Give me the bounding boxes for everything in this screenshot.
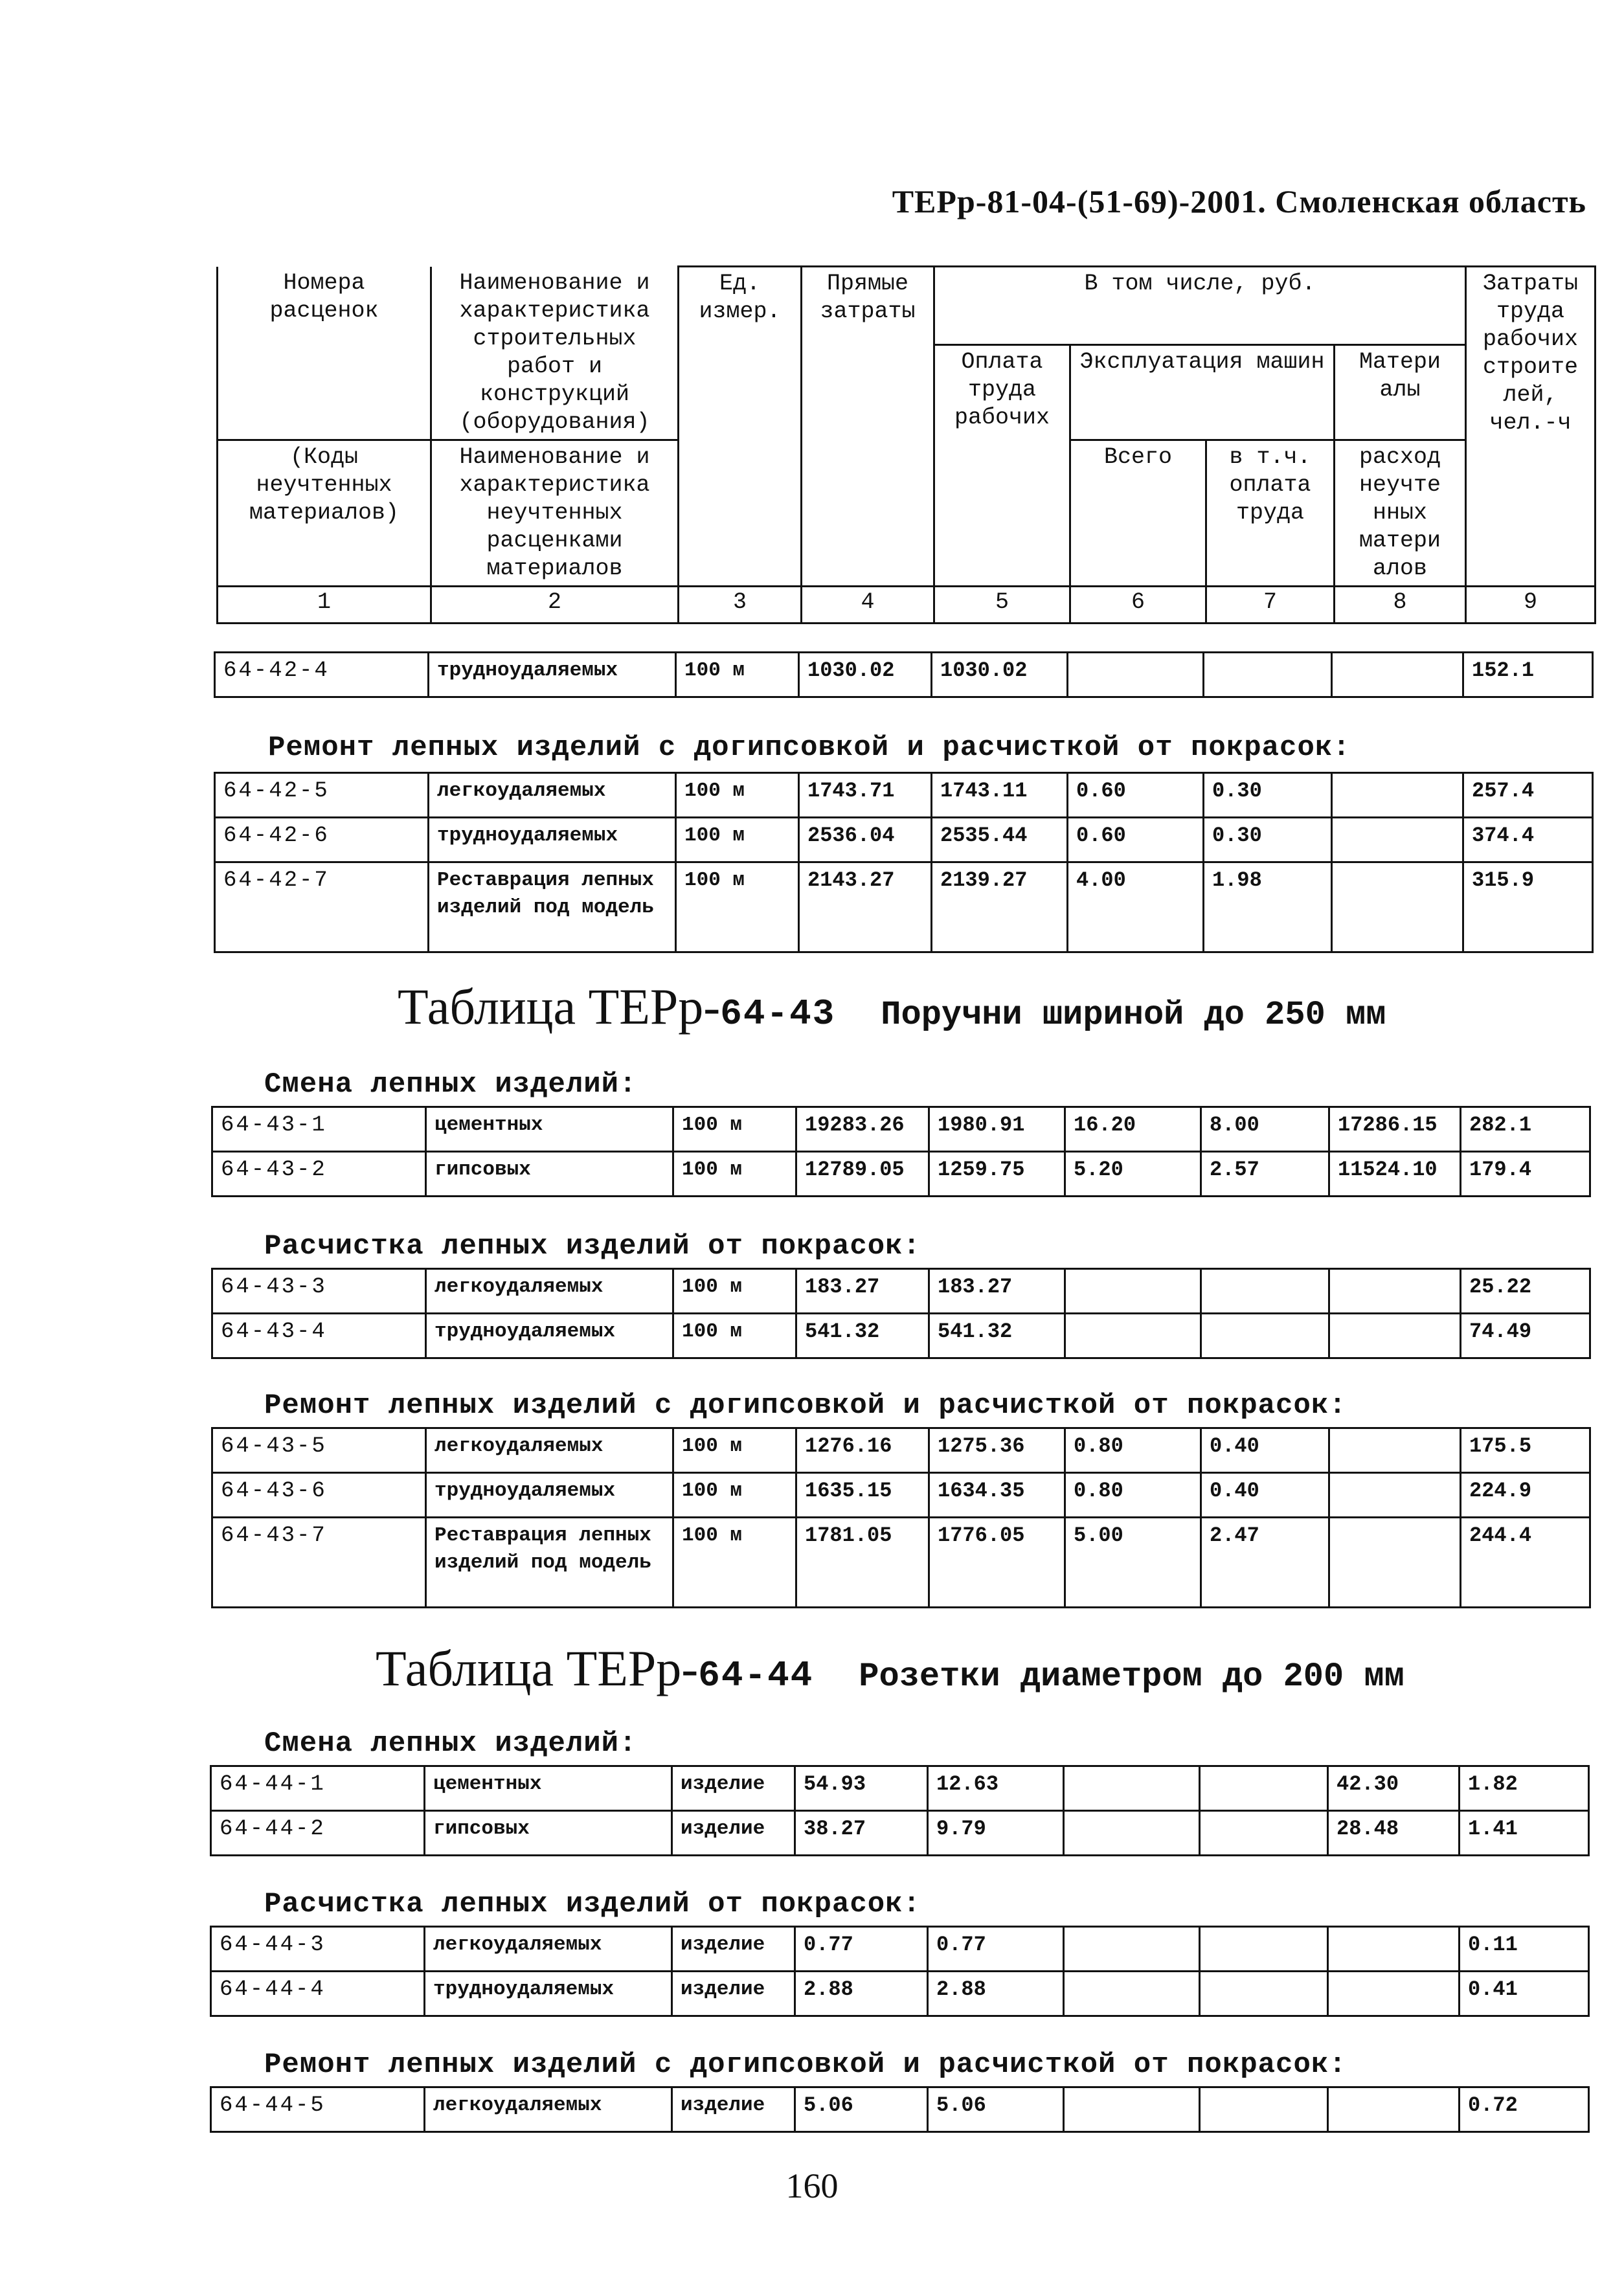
column-number: 8 xyxy=(1335,586,1466,623)
rates-table xyxy=(211,1268,1591,1359)
unit: изделие xyxy=(672,2087,795,2132)
materials xyxy=(1329,1269,1461,1314)
work-name: гипсовых xyxy=(426,1152,673,1197)
materials xyxy=(1329,1428,1461,1473)
direct-costs: 38.27 xyxy=(795,1811,928,1856)
header-material-names: Наименование и характеристика неучтенных расценками материалов xyxy=(431,440,679,586)
table-row xyxy=(212,1152,1590,1197)
page-number: 160 xyxy=(785,2166,839,2205)
unit: 100 м xyxy=(676,862,799,952)
machines-total xyxy=(1064,2087,1200,2132)
direct-costs: 183.27 xyxy=(796,1269,929,1314)
machines-total xyxy=(1068,653,1204,697)
table-row xyxy=(212,1314,1590,1358)
machines-wages xyxy=(1201,1269,1329,1314)
machines-total: 4.00 xyxy=(1068,862,1204,952)
unit: 100 м xyxy=(673,1269,796,1314)
header-materials-unaccounted: расход неучте нных матери алов xyxy=(1335,440,1466,586)
materials xyxy=(1332,818,1463,862)
work-name: трудноудаляемых xyxy=(429,653,676,697)
rate-code: 64-44-5 xyxy=(211,2087,425,2132)
machines-total: 5.20 xyxy=(1065,1152,1201,1197)
rates-table xyxy=(210,1926,1590,2017)
labor-hours: 315.9 xyxy=(1463,862,1593,952)
wages: 5.06 xyxy=(928,2087,1064,2132)
work-name: трудноудаляемых xyxy=(426,1473,673,1518)
wages: 2.88 xyxy=(928,1972,1064,2016)
direct-costs: 2536.04 xyxy=(799,818,932,862)
unit: 100 м xyxy=(673,1518,796,1608)
direct-costs: 2143.27 xyxy=(799,862,932,952)
rate-code: 64-44-2 xyxy=(211,1811,425,1856)
labor-hours: 0.72 xyxy=(1460,2087,1589,2132)
work-name: Реставрация лепных изделий под модель xyxy=(426,1518,673,1608)
column-number: 1 xyxy=(218,586,431,623)
machines-wages: 1.98 xyxy=(1204,862,1332,952)
work-name: трудноудаляемых xyxy=(429,818,676,862)
section-heading: Расчистка лепных изделий от покрасок: xyxy=(264,1888,921,1920)
header-machines-total: Всего xyxy=(1070,440,1206,586)
materials xyxy=(1328,1972,1460,2016)
wages: 1776.05 xyxy=(929,1518,1065,1608)
table-row xyxy=(215,773,1593,818)
direct-costs: 1781.05 xyxy=(796,1518,929,1608)
unit: 100 м xyxy=(673,1428,796,1473)
table-row xyxy=(212,1269,1590,1314)
work-name: гипсовых xyxy=(425,1811,672,1856)
column-number: 2 xyxy=(431,586,679,623)
labor-hours: 257.4 xyxy=(1463,773,1593,818)
labor-hours: 25.22 xyxy=(1461,1269,1590,1314)
machines-total: 0.60 xyxy=(1068,773,1204,818)
work-name: Реставрация лепных изделий под модель xyxy=(429,862,676,952)
machines-wages xyxy=(1204,653,1332,697)
column-header-table xyxy=(216,265,1596,624)
materials xyxy=(1332,773,1463,818)
labor-hours: 0.11 xyxy=(1460,1927,1589,1972)
rate-code: 64-43-5 xyxy=(212,1428,426,1473)
labor-hours: 244.4 xyxy=(1461,1518,1590,1608)
rates-table xyxy=(210,1765,1590,1856)
header-codes: Номера расценок xyxy=(218,267,431,440)
machines-total: 0.60 xyxy=(1068,818,1204,862)
wages: 183.27 xyxy=(929,1269,1065,1314)
machines-total: 16.20 xyxy=(1065,1107,1201,1152)
wages: 12.63 xyxy=(928,1766,1064,1811)
machines-wages xyxy=(1200,1766,1328,1811)
machines-total xyxy=(1065,1314,1201,1358)
machines-wages: 0.40 xyxy=(1201,1473,1329,1518)
section-heading: Расчистка лепных изделий от покрасок: xyxy=(264,1230,921,1263)
work-name: легкоудаляемых xyxy=(426,1428,673,1473)
direct-costs: 1635.15 xyxy=(796,1473,929,1518)
column-number: 4 xyxy=(802,586,934,623)
machines-total: 0.80 xyxy=(1065,1428,1201,1473)
wages: 9.79 xyxy=(928,1811,1064,1856)
materials xyxy=(1329,1473,1461,1518)
table-title-prefix: Таблица ТЕРр- xyxy=(376,1640,699,1696)
labor-hours: 374.4 xyxy=(1463,818,1593,862)
rates-table xyxy=(210,2086,1590,2133)
materials: 11524.10 xyxy=(1329,1152,1461,1197)
materials: 42.30 xyxy=(1328,1766,1460,1811)
labor-hours: 175.5 xyxy=(1461,1428,1590,1473)
direct-costs: 54.93 xyxy=(795,1766,928,1811)
column-number: 7 xyxy=(1206,586,1335,623)
wages: 1030.02 xyxy=(932,653,1068,697)
machines-wages xyxy=(1200,2087,1328,2132)
labor-hours: 1.41 xyxy=(1460,1811,1589,1856)
materials xyxy=(1332,862,1463,952)
materials xyxy=(1328,1927,1460,1972)
table-row xyxy=(211,1766,1589,1811)
direct-costs: 541.32 xyxy=(796,1314,929,1358)
machines-total xyxy=(1064,1811,1200,1856)
unit: 100 м xyxy=(676,773,799,818)
work-name: цементных xyxy=(425,1766,672,1811)
rate-code: 64-42-4 xyxy=(215,653,429,697)
wages: 1743.11 xyxy=(932,773,1068,818)
machines-wages: 2.57 xyxy=(1201,1152,1329,1197)
wages: 1980.91 xyxy=(929,1107,1065,1152)
machines-total: 0.80 xyxy=(1065,1473,1201,1518)
table-title-code: 64-43 xyxy=(720,993,836,1035)
unit: 100 м xyxy=(673,1314,796,1358)
direct-costs: 1276.16 xyxy=(796,1428,929,1473)
machines-wages xyxy=(1200,1972,1328,2016)
header-name: Наименование и характеристика строительных работ и конструкций (оборудования) xyxy=(431,267,679,440)
wages: 0.77 xyxy=(928,1927,1064,1972)
work-name: легкоудаляемых xyxy=(425,2087,672,2132)
table-row xyxy=(212,1428,1590,1473)
column-number: 6 xyxy=(1070,586,1206,623)
labor-hours: 0.41 xyxy=(1460,1972,1589,2016)
unit: изделие xyxy=(672,1927,795,1972)
machines-wages: 8.00 xyxy=(1201,1107,1329,1152)
table-row xyxy=(212,1473,1590,1518)
rate-code: 64-43-3 xyxy=(212,1269,426,1314)
rate-code: 64-42-5 xyxy=(215,773,429,818)
labor-hours: 179.4 xyxy=(1461,1152,1590,1197)
header-wages: Оплата труда рабочих xyxy=(934,345,1070,587)
work-name: трудноудаляемых xyxy=(425,1972,672,2016)
unit: изделие xyxy=(672,1766,795,1811)
materials: 28.48 xyxy=(1328,1811,1460,1856)
materials xyxy=(1328,2087,1460,2132)
unit: 100 м xyxy=(673,1107,796,1152)
rate-code: 64-42-7 xyxy=(215,862,429,952)
labor-hours: 74.49 xyxy=(1461,1314,1590,1358)
unit: 100 м xyxy=(676,653,799,697)
header-column-numbers xyxy=(218,586,1596,623)
direct-costs: 12789.05 xyxy=(796,1152,929,1197)
rates-table xyxy=(214,772,1594,953)
section-heading: Ремонт лепных изделий с догипсовкой и расчисткой от покрасок: xyxy=(264,2049,1347,2081)
section-heading: Смена лепных изделий: xyxy=(264,1727,637,1760)
table-title xyxy=(376,1639,1404,1698)
document-title: ТЕРр-81-04-(51-69)-2001. Смоленская область xyxy=(892,183,1586,219)
machines-total xyxy=(1064,1972,1200,2016)
materials xyxy=(1329,1518,1461,1608)
work-name: легкоудаляемых xyxy=(429,773,676,818)
table-title-code: 64-44 xyxy=(698,1655,814,1696)
table-row xyxy=(211,2087,1589,2132)
rates-table xyxy=(211,1427,1591,1608)
unit: изделие xyxy=(672,1811,795,1856)
column-number: 9 xyxy=(1466,586,1596,623)
rate-code: 64-43-1 xyxy=(212,1107,426,1152)
header-including: В том числе, руб. xyxy=(934,267,1466,345)
direct-costs: 19283.26 xyxy=(796,1107,929,1152)
section-heading: Смена лепных изделий: xyxy=(264,1068,637,1101)
header-materials: Матери алы xyxy=(1335,345,1466,440)
machines-wages xyxy=(1201,1314,1329,1358)
table-title xyxy=(398,978,1386,1036)
materials xyxy=(1329,1314,1461,1358)
machines-wages xyxy=(1200,1927,1328,1972)
wages: 2535.44 xyxy=(932,818,1068,862)
table-row xyxy=(211,1972,1589,2016)
table-title-description: Розетки диаметром до 200 мм xyxy=(859,1658,1404,1696)
rate-code: 64-44-1 xyxy=(211,1766,425,1811)
table-row xyxy=(211,1927,1589,1972)
rate-code: 64-43-4 xyxy=(212,1314,426,1358)
work-name: легкоудаляемых xyxy=(426,1269,673,1314)
machines-wages: 0.40 xyxy=(1201,1428,1329,1473)
rates-table xyxy=(214,651,1594,698)
machines-total xyxy=(1064,1766,1200,1811)
rate-code: 64-44-4 xyxy=(211,1972,425,2016)
wages: 1634.35 xyxy=(929,1473,1065,1518)
header-material-codes: (Коды неучтенных материалов) xyxy=(218,440,431,586)
machines-total: 5.00 xyxy=(1065,1518,1201,1608)
machines-wages: 0.30 xyxy=(1204,818,1332,862)
header-labor-hours: Затраты труда рабочих строите лей, чел.-ч xyxy=(1466,267,1596,587)
column-number: 3 xyxy=(679,586,802,623)
section-heading: Ремонт лепных изделий с догипсовкой и расчисткой от покрасок: xyxy=(268,732,1351,764)
table-row xyxy=(215,653,1593,697)
wages: 1275.36 xyxy=(929,1428,1065,1473)
work-name: цементных xyxy=(426,1107,673,1152)
machines-total xyxy=(1064,1927,1200,1972)
table-row xyxy=(215,818,1593,862)
header-unit: Ед. измер. xyxy=(679,267,802,587)
wages: 2139.27 xyxy=(932,862,1068,952)
machines-total xyxy=(1065,1269,1201,1314)
unit: 100 м xyxy=(673,1473,796,1518)
unit: 100 м xyxy=(676,818,799,862)
work-name: легкоудаляемых xyxy=(425,1927,672,1972)
header-machines: Эксплуатация машин xyxy=(1070,345,1335,440)
rate-code: 64-43-7 xyxy=(212,1518,426,1608)
wages: 1259.75 xyxy=(929,1152,1065,1197)
header-direct-costs: Прямые затраты xyxy=(802,267,934,587)
section-heading: Ремонт лепных изделий с догипсовкой и расчисткой от покрасок: xyxy=(264,1389,1347,1422)
direct-costs: 5.06 xyxy=(795,2087,928,2132)
materials: 17286.15 xyxy=(1329,1107,1461,1152)
rate-code: 64-42-6 xyxy=(215,818,429,862)
labor-hours: 1.82 xyxy=(1460,1766,1589,1811)
labor-hours: 224.9 xyxy=(1461,1473,1590,1518)
machines-wages: 2.47 xyxy=(1201,1518,1329,1608)
machines-wages xyxy=(1200,1811,1328,1856)
rate-code: 64-44-3 xyxy=(211,1927,425,1972)
direct-costs: 0.77 xyxy=(795,1927,928,1972)
rates-table xyxy=(211,1106,1591,1197)
table-row xyxy=(211,1811,1589,1856)
direct-costs: 2.88 xyxy=(795,1972,928,2016)
unit: 100 м xyxy=(673,1152,796,1197)
work-name: трудноудаляемых xyxy=(426,1314,673,1358)
table-row xyxy=(212,1107,1590,1152)
direct-costs: 1030.02 xyxy=(799,653,932,697)
labor-hours: 282.1 xyxy=(1461,1107,1590,1152)
table-title-prefix: Таблица ТЕРр- xyxy=(398,978,721,1035)
rate-code: 64-43-6 xyxy=(212,1473,426,1518)
table-title-description: Поручни шириной до 250 мм xyxy=(881,996,1386,1034)
rate-code: 64-43-2 xyxy=(212,1152,426,1197)
labor-hours: 152.1 xyxy=(1463,653,1593,697)
machines-wages: 0.30 xyxy=(1204,773,1332,818)
table-row xyxy=(215,862,1593,952)
column-number: 5 xyxy=(934,586,1070,623)
wages: 541.32 xyxy=(929,1314,1065,1358)
header-machines-wages: в т.ч. оплата труда xyxy=(1206,440,1335,586)
unit: изделие xyxy=(672,1972,795,2016)
materials xyxy=(1332,653,1463,697)
direct-costs: 1743.71 xyxy=(799,773,932,818)
table-row xyxy=(212,1518,1590,1608)
